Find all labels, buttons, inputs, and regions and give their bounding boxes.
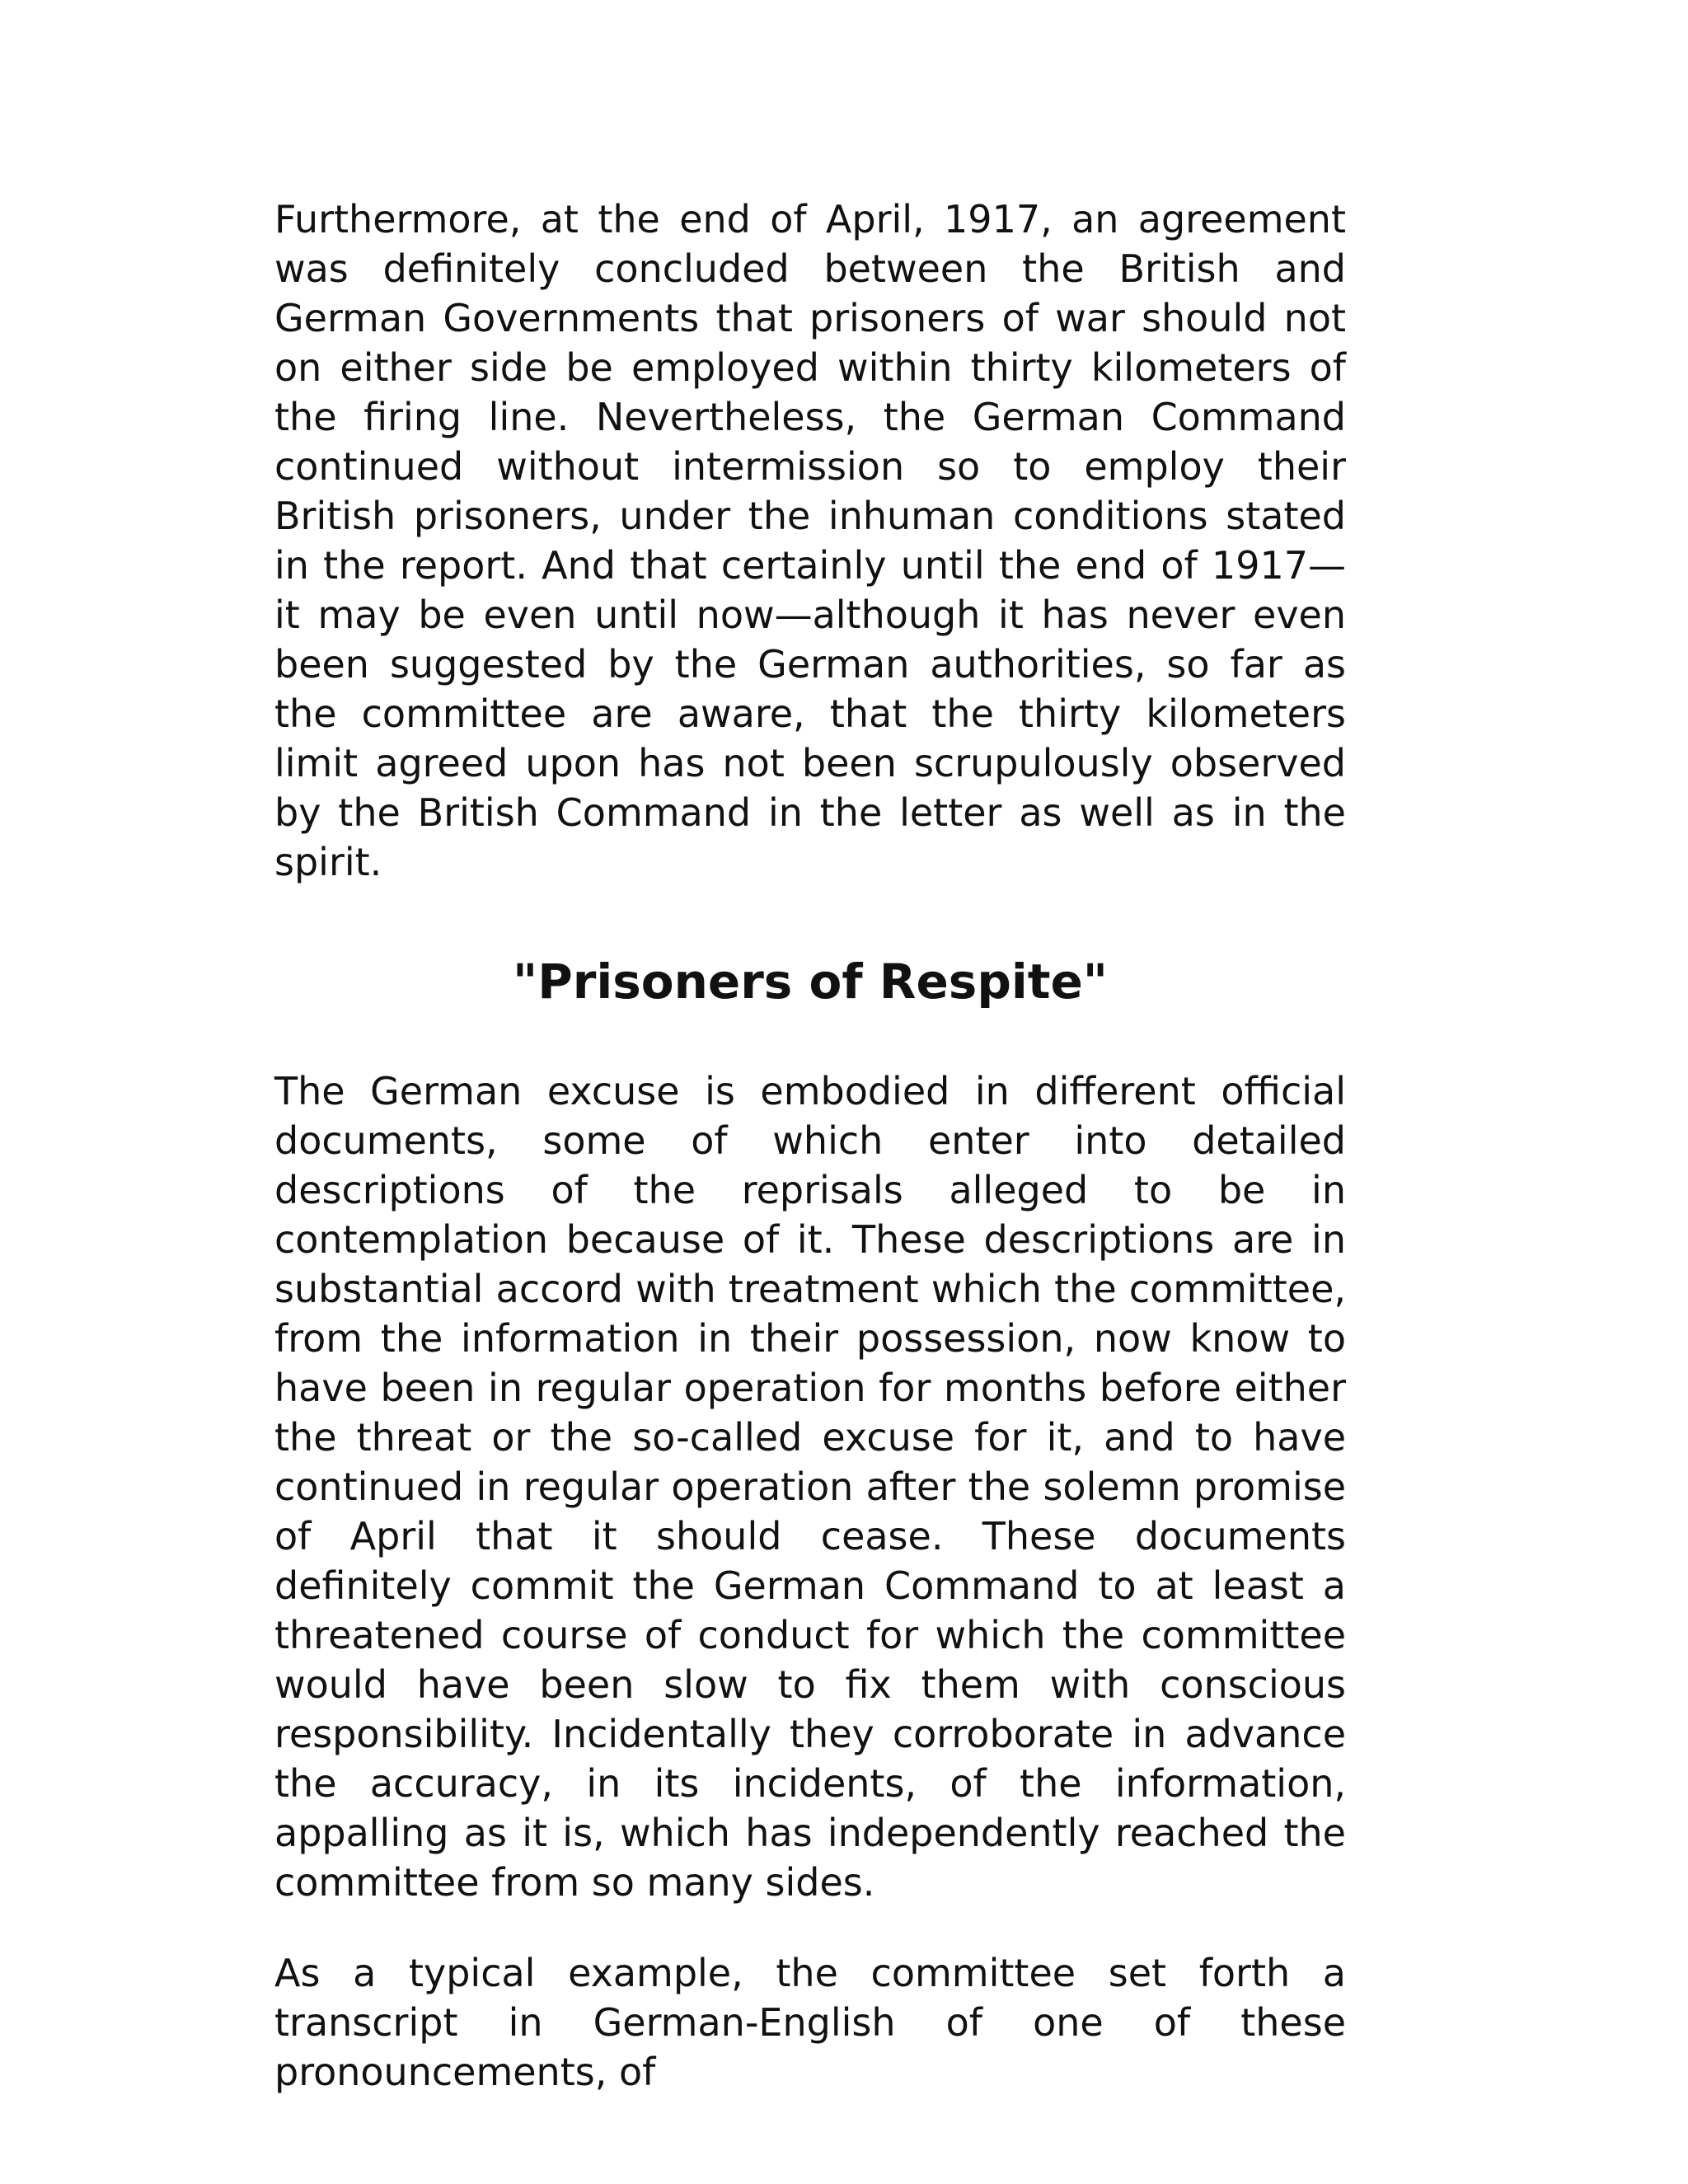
- section-heading: "Prisoners of Respite": [513, 954, 1108, 1010]
- paragraph-german-excuse: The German excuse is embodied in different official documents, some of which enter into detailed descriptions of the reprisals alleged to be in contemplation because of it. These descriptions are in substantial accord with treatment which the committee, from the information in their possession, now know to have been in regular operation for months before either the threat or the so-called excuse for it, and to have continued in regular operation after the solemn promise of April that it should cease. These documents definitely commit the German Command to at least a threatened course of conduct for which the committee would have been slow to fix them with conscious responsibility. Incidentally they corroborate in advance the accuracy, in its incidents, of the information, appalling as it is, which has independently reached the committee from so many sides.: [274, 1069, 1346, 1905]
- paragraph-thirty-kilometer-agreement: Furthermore, at the end of April, 1917, an agreement was definitely concluded between the British and German Governments that prisoners of war should not on either side be employed within thirty kilometers of the firing line. Nevertheless, the German Command continued without intermission so to employ their British prisoners, under the inhuman conditions stated in the report. And that certainly until the end of 1917—it may be even until now—although it has never even been suggested by the German authorities, so far as the committee are aware, that the thirty kilometers limit agreed upon has not been scrupulously observed by the British Command in the letter as well as in the spirit.: [274, 197, 1346, 884]
- paragraph-typical-example: As a typical example, the committee set forth a transcript in German-English of one of these pronouncements, of: [274, 1951, 1346, 2094]
- text-column: [274, 194, 1346, 2097]
